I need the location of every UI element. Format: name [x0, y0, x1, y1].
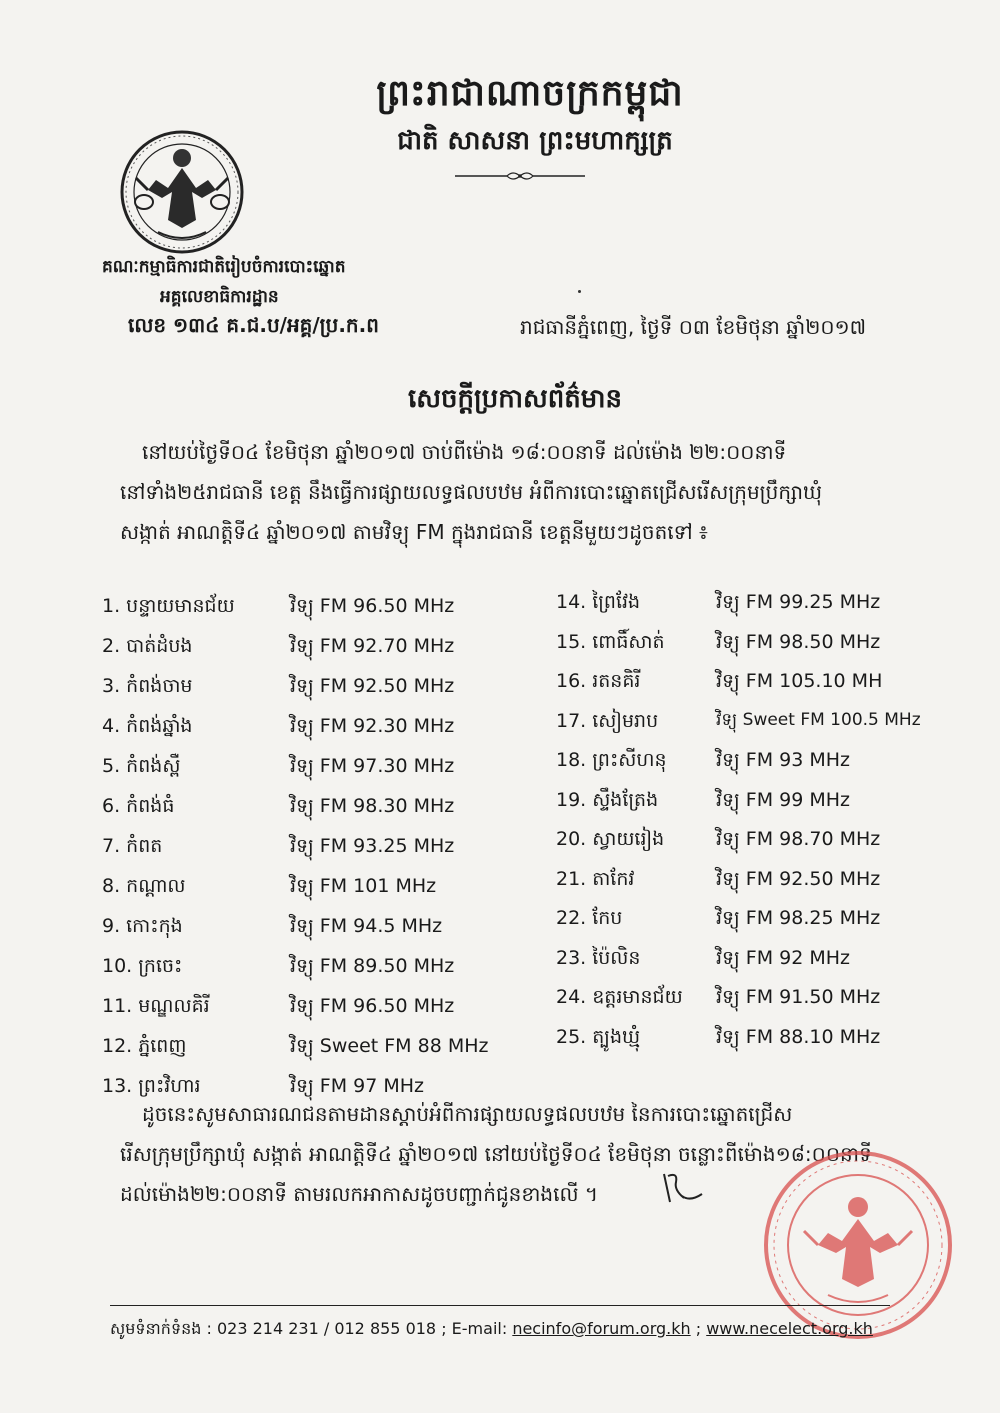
- station-number: 19.: [556, 788, 587, 811]
- province-name: ស្វាយរៀង: [592, 828, 665, 850]
- website-link[interactable]: www.necelect.org.kh: [706, 1319, 873, 1338]
- province-name: តាកែវ: [592, 867, 635, 890]
- province-name: ភ្នំពេញ: [138, 1035, 187, 1057]
- contact-footer: [110, 1318, 873, 1342]
- station-number: 15.: [556, 630, 587, 653]
- official-seal-stamp: [758, 1145, 958, 1345]
- intro-line: សង្កាត់ អាណត្តិទី៤ ឆ្នាំ២០១៧ តាមវិទ្យុ FM ក្នុងរាជធានី ខេត្តនីមួយៗដូចតទៅ ៖: [120, 520, 708, 544]
- station-number: 24.: [556, 986, 587, 1008]
- kingdom-heading: ព្រះរាជាណាចក្រកម្ពុជា: [376, 73, 684, 114]
- radio-frequency: វិទ្យុ FM 97.30 MHz: [290, 755, 455, 777]
- station-number: 4.: [102, 715, 121, 737]
- station-row: [102, 874, 437, 904]
- radio-frequency: វិទ្យុ FM 93 MHz: [716, 749, 851, 771]
- station-row: [102, 834, 455, 864]
- radio-frequency: វិទ្យុ FM 98.50 MHz: [716, 630, 881, 653]
- station-number: 1.: [102, 595, 121, 617]
- station-row: [102, 794, 455, 824]
- station-row: [556, 1025, 881, 1055]
- radio-frequency: វិទ្យុ FM 92.70 MHz: [290, 635, 455, 657]
- radio-frequency: វិទ្យុ FM 92 MHz: [716, 946, 851, 969]
- station-row: [102, 594, 455, 624]
- province-name: កែប: [592, 907, 623, 929]
- station-row: [556, 867, 881, 897]
- station-row: [102, 1034, 489, 1064]
- radio-frequency: វិទ្យុ FM 96.50 MHz: [290, 595, 455, 617]
- station-number: 23.: [556, 946, 587, 969]
- province-name: កំពង់ចាម: [126, 675, 193, 697]
- province-name: កណ្តាល: [126, 875, 186, 897]
- station-row: [556, 788, 851, 818]
- radio-frequency: វិទ្យុ FM 99 MHz: [716, 788, 851, 811]
- intro-line: នៅទាំង២៥រាជធានី ខេត្ត នឹងធ្វើការផ្សាយលទ្ធផលបឋម អំពីការបោះឆ្នោតជ្រើសរើសក្រុមប្រឹក្សាឃុំ: [120, 480, 823, 504]
- station-row: [556, 630, 881, 660]
- station-row: [556, 946, 851, 976]
- station-number: 20.: [556, 828, 587, 850]
- radio-frequency: វិទ្យុ FM 92.50 MHz: [716, 867, 881, 890]
- radio-frequency: វិទ្យុ FM 94.5 MHz: [290, 915, 443, 937]
- station-number: 16.: [556, 670, 587, 692]
- province-name: កំពង់ធំ: [126, 795, 175, 817]
- station-row: [102, 714, 455, 744]
- station-number: 17.: [556, 709, 587, 732]
- email-link[interactable]: necinfo@forum.org.kh: [512, 1319, 691, 1338]
- footer-separator: ;: [690, 1319, 707, 1338]
- department-name: អគ្គលេខាធិការដ្ឋាន: [160, 287, 279, 307]
- closing-line: ដល់ម៉ោង២២:០០នាទី តាមរលកអាកាសដូចបញ្ជាក់ជូនខាងលើ ។: [120, 1182, 599, 1206]
- station-number: 22.: [556, 907, 587, 929]
- province-name: ឧត្តរមានជ័យ: [592, 986, 683, 1008]
- province-name: មណ្ឌលគិរី: [138, 995, 210, 1017]
- station-row: [556, 669, 883, 699]
- province-name: ព្រៃវែង: [592, 591, 641, 613]
- radio-frequency: វិទ្យុ FM 96.50 MHz: [290, 995, 455, 1017]
- province-name: ក្រចេះ: [138, 955, 183, 977]
- closing-line: ដូចនេះសូមសាធារណជនតាមដានស្តាប់អំពីការផ្សាយលទ្ធផលបឋម នៃការបោះឆ្នោតជ្រើស: [142, 1102, 793, 1126]
- station-row: [556, 906, 881, 936]
- station-row: [102, 914, 443, 944]
- station-number: 10.: [102, 955, 133, 977]
- organization-name: គណៈកម្មាធិការជាតិរៀបចំការបោះឆ្នោត: [102, 257, 346, 277]
- province-name: កំពត: [126, 835, 163, 857]
- station-row: [556, 827, 881, 857]
- nec-emblem-logo: [118, 128, 246, 256]
- national-motto: ជាតិ សាសនា ព្រះមហាក្សត្រ: [397, 126, 673, 156]
- station-number: 13.: [102, 1075, 133, 1097]
- station-number: 9.: [102, 915, 121, 937]
- radio-frequency: វិទ្យុ FM 105.10 MH: [716, 670, 883, 692]
- radio-frequency: វិទ្យុ Sweet FM 88 MHz: [290, 1035, 489, 1057]
- station-row: [102, 754, 455, 784]
- province-name: ប៉ៃលិន: [592, 946, 641, 969]
- station-number: 7.: [102, 835, 121, 857]
- ink-speck: [578, 290, 581, 293]
- station-row: [102, 994, 455, 1024]
- station-row: [556, 709, 921, 739]
- province-name: កំពង់ឆ្នាំង: [126, 715, 193, 737]
- station-row: [556, 590, 881, 620]
- province-name: ស្ទឹងត្រែង: [592, 788, 659, 811]
- station-number: 11.: [102, 995, 133, 1017]
- radio-frequency: វិទ្យុ FM 98.25 MHz: [716, 907, 881, 929]
- footer-rule: [110, 1305, 890, 1306]
- station-number: 18.: [556, 749, 587, 771]
- station-row: [556, 985, 881, 1015]
- radio-frequency: វិទ្យុ FM 92.50 MHz: [290, 675, 455, 697]
- initials-signature: [658, 1168, 708, 1208]
- radio-frequency: វិទ្យុ FM 97 MHz: [290, 1075, 425, 1097]
- radio-frequency: វិទ្យុ FM 98.30 MHz: [290, 795, 455, 817]
- station-number: 3.: [102, 675, 121, 697]
- reference-number: លេខ ១៣៤ គ.ជ.ប/អគ្គ/ប្រ.ក.ព: [128, 313, 379, 337]
- station-number: 5.: [102, 755, 121, 777]
- province-name: កំពង់ស្ពឺ: [126, 755, 181, 777]
- province-name: ព្រះសីហនុ: [592, 749, 667, 771]
- station-number: 8.: [102, 875, 121, 897]
- radio-frequency: វិទ្យុ FM 99.25 MHz: [716, 591, 881, 613]
- station-number: 2.: [102, 635, 121, 657]
- closing-line: រើសក្រុមប្រឹក្សាឃុំ សង្កាត់ អាណត្តិទី៤ ឆ្នាំ២០១៧ នៅយប់ថ្ងៃទី០៤ ខែមិថុនា ចន្លោះពីម៉ោង១៨:០០នាទី: [120, 1142, 872, 1166]
- province-name: ព្រះវិហារ: [138, 1075, 201, 1097]
- radio-frequency: វិទ្យុ FM 91.50 MHz: [716, 986, 881, 1008]
- radio-frequency: វិទ្យុ FM 89.50 MHz: [290, 955, 455, 977]
- province-name: ពោធិ៍សាត់: [592, 630, 665, 653]
- station-row: [102, 674, 455, 704]
- radio-frequency: វិទ្យុ FM 92.30 MHz: [290, 715, 455, 737]
- station-row: [102, 954, 455, 984]
- station-number: 14.: [556, 591, 587, 613]
- radio-frequency: វិទ្យុ FM 101 MHz: [290, 875, 437, 897]
- intro-paragraph: [120, 432, 920, 552]
- province-name: ត្បូងឃ្មុំ: [592, 1025, 641, 1048]
- contact-label: សូមទំនាក់ទំនង : 023 214 231 / 012 855 018 ; E-mail:: [110, 1319, 513, 1338]
- radio-frequency: វិទ្យុ FM 98.70 MHz: [716, 828, 881, 850]
- radio-frequency: វិទ្យុ FM 93.25 MHz: [290, 835, 455, 857]
- station-row: [556, 748, 851, 778]
- station-row: [102, 634, 455, 664]
- station-number: 21.: [556, 867, 587, 890]
- province-name: បាត់ដំបង: [126, 635, 193, 657]
- station-number: 12.: [102, 1035, 133, 1057]
- document-date: រាជធានីភ្នំពេញ, ថ្ងៃទី ០៣ ខែមិថុនា ឆ្នាំ២០១៧: [520, 315, 867, 339]
- province-name: រតនគិរី: [592, 670, 641, 692]
- province-name: សៀមរាប: [592, 709, 659, 732]
- divider-ornament: [455, 170, 585, 182]
- station-number: 25.: [556, 1025, 587, 1048]
- document-title: សេចក្តីប្រកាសព័ត៌មាន: [407, 384, 623, 414]
- province-name: កោះកុង: [126, 915, 183, 937]
- radio-frequency: វិទ្យុ FM 88.10 MHz: [716, 1025, 881, 1048]
- province-name: បន្ទាយមានជ័យ: [126, 595, 235, 617]
- radio-frequency: វិទ្យុ Sweet FM 100.5 MHz: [716, 709, 921, 730]
- intro-line: នៅយប់ថ្ងៃទី០៤ ខែមិថុនា ឆ្នាំ២០១៧ ចាប់ពីម៉ោង ១៨:០០នាទី ដល់ម៉ោង ២២:០០នាទី: [142, 440, 787, 464]
- station-number: 6.: [102, 795, 121, 817]
